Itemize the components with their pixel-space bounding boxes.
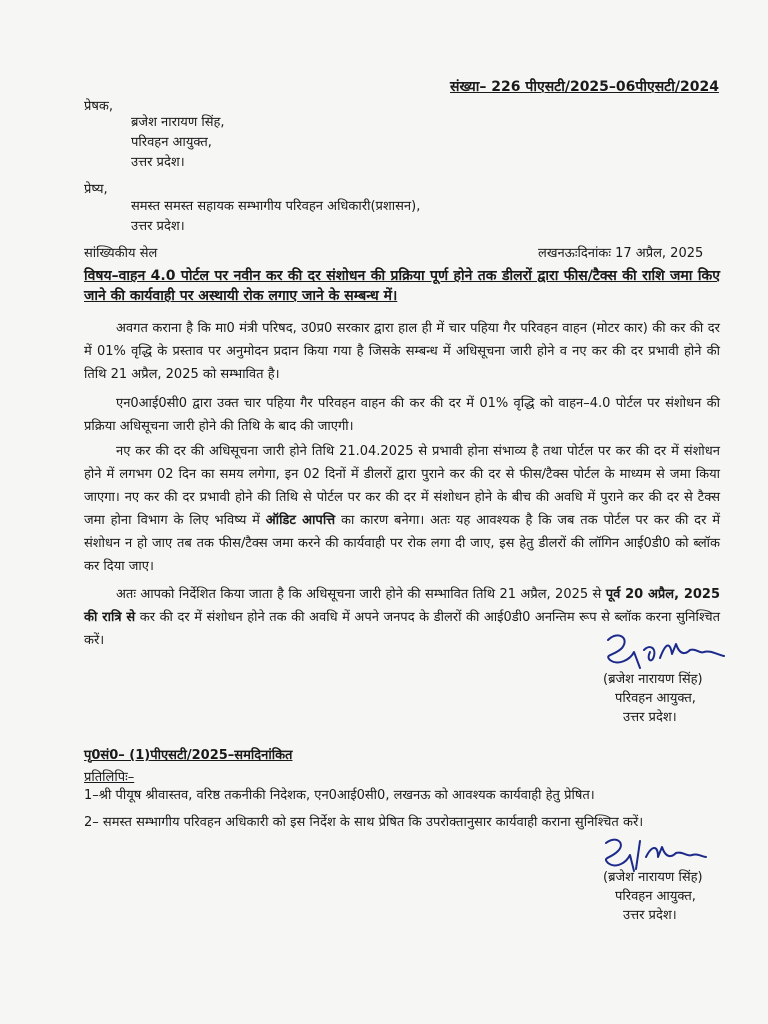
paragraph-3-a: नए कर की दर की अधिसूचना जारी होने तिथि 21.04.2025 से प्रभावी होना संभाव्य है तथा पोर्टल पर कर की दर में संशोधन होने में लगभग 02 दिन का समय लगेगा, इन 02 दिनों में डीलरों द्वारा पुराने कर की दर से फीस/टैक्स पोर्टल के माध्यम से जमा किया जाएगा। नए कर की दर प्रभावी होने की तिथि से पोर्टल पर कर की दर में संशोधन होने के बीच की अवधि में पुराने कर की दर से टैक्स जमा होना विभाग के लिए भविष्य में — [84, 444, 720, 528]
recipient-block — [131, 197, 420, 237]
signature-block-1 — [603, 670, 703, 727]
sender-label: प्रेषक, — [84, 99, 114, 114]
copy-item-1: 1–श्री पीयूष श्रीवास्तव, वरिष्ठ तकनीकी निदेशक, एन0आई0सी0, लखनऊ को आवश्यक कार्यवाही हेतु प्रेषित। — [84, 788, 595, 803]
paragraph-1: अवगत कराना है कि मा0 मंत्री परिषद, उ0प्र0 सरकार द्वारा हाल ही में चार पहिया गैर परिवहन वाहन (मोटर कार) की कर की दर में 01% वृद्धि के प्रस्ताव पर अनुमोदन प्रदान किया गया है जिसके सम्बन्ध में अधिसूचना जारी होने व नए कर की दर प्रभावी होने की तिथि 21 अप्रैल, 2025 को सम्भावित है। — [84, 321, 720, 382]
paragraph-4-b: कर की दर में संशोधन होने तक की अवधि में अपने जनपद के डीलरों की आई0डी0 अनन्तिम रूप से ब्लॉक करना सुनिश्चित करें। — [84, 610, 721, 648]
paragraph-2: एन0आई0सी0 द्वारा उक्त चार पहिया गैर परिवहन वाहन की कर की दर में 01% वृद्धि को वाहन–4.0 पोर्टल पर संशोधन की प्रक्रिया अधिसूचना जारी होने की तिथि के बाद की जाएगी। — [84, 396, 720, 434]
sender-state: उत्तर प्रदेश। — [131, 155, 185, 170]
reference-number: संख्या– 226 पीएसटी/2025–06पीएसटी/2024 — [450, 79, 719, 95]
signature-block-2 — [603, 868, 703, 925]
subject-line: विषय–वाहन 4.0 पोर्टल पर नवीन कर की दर संशोधन की प्रक्रिया पूर्ण होने तक डीलरों द्वारा फीस/टैक्स की राशि जमा किए जाने की कार्यवाही पर अस्थायी रोक लगाए जाने के सम्बन्ध में। — [84, 268, 720, 304]
copy-label: प्रतिलिपिः– — [84, 770, 135, 785]
paragraph-3-b: का कारण बनेगा। अतः यह आवश्यक है कि जब तक पोर्टल पर कर की दर में संशोधन न हो जाए तब तक फीस/टैक्स जमा करने की कार्यवाही पर रोक लगा दी जाए, इस हेतु डीलरों की लॉगिन आई0डी0 को ब्लॉक कर दिया जाए। — [84, 513, 720, 574]
sender-designation: परिवहन आयुक्त, — [131, 135, 212, 150]
department-cell: सांख्यिकीय सेल — [84, 246, 158, 261]
signatory-state-1: उत्तर प्रदेश। — [623, 710, 677, 725]
signatory-designation-2: परिवहन आयुक्त, — [615, 889, 696, 904]
signatory-name-2: (ब्रजेश नारायण सिंह) — [603, 870, 703, 885]
sender-name: ब्रजेश नारायण सिंह, — [131, 115, 225, 130]
recipient-line2: उत्तर प्रदेश। — [131, 219, 185, 234]
copy-item-2: 2– समस्त सम्भागीय परिवहन अधिकारी को इस निर्देश के साथ प्रेषित कि उपरोक्तानुसार कार्यवाही कराना सुनिश्चित करें। — [84, 815, 644, 830]
audit-objection: ऑडिट आपत्ति — [265, 513, 336, 528]
paragraph-3 — [84, 440, 720, 578]
signatory-name-1: (ब्रजेश नारायण सिंह) — [603, 672, 703, 687]
signatory-state-2: उत्तर प्रदेश। — [623, 908, 677, 923]
recipient-line1: समस्त समस्त सहायक सम्भागीय परिवहन अधिकारी(प्रशासन), — [131, 199, 421, 214]
sender-block — [131, 113, 225, 173]
deadline-highlight: पूर्व 20 अप्रैल, 2025 की रात्रि से — [84, 587, 720, 625]
paragraph-4-a: अतः आपको निर्देशित किया जाता है कि अधिसूचना जारी होने की सम्भावित तिथि 21 अप्रैल, 2025 से — [116, 587, 602, 602]
endorsement-number: पृ0सं0– (1)पीएसटी/2025–समदिनांकित — [84, 748, 293, 763]
signatory-designation-1: परिवहन आयुक्त, — [615, 691, 696, 706]
place-date: लखनऊःदिनांकः 17 अप्रैल, 2025 — [538, 246, 704, 261]
recipient-label: प्रेष्य, — [84, 182, 108, 197]
